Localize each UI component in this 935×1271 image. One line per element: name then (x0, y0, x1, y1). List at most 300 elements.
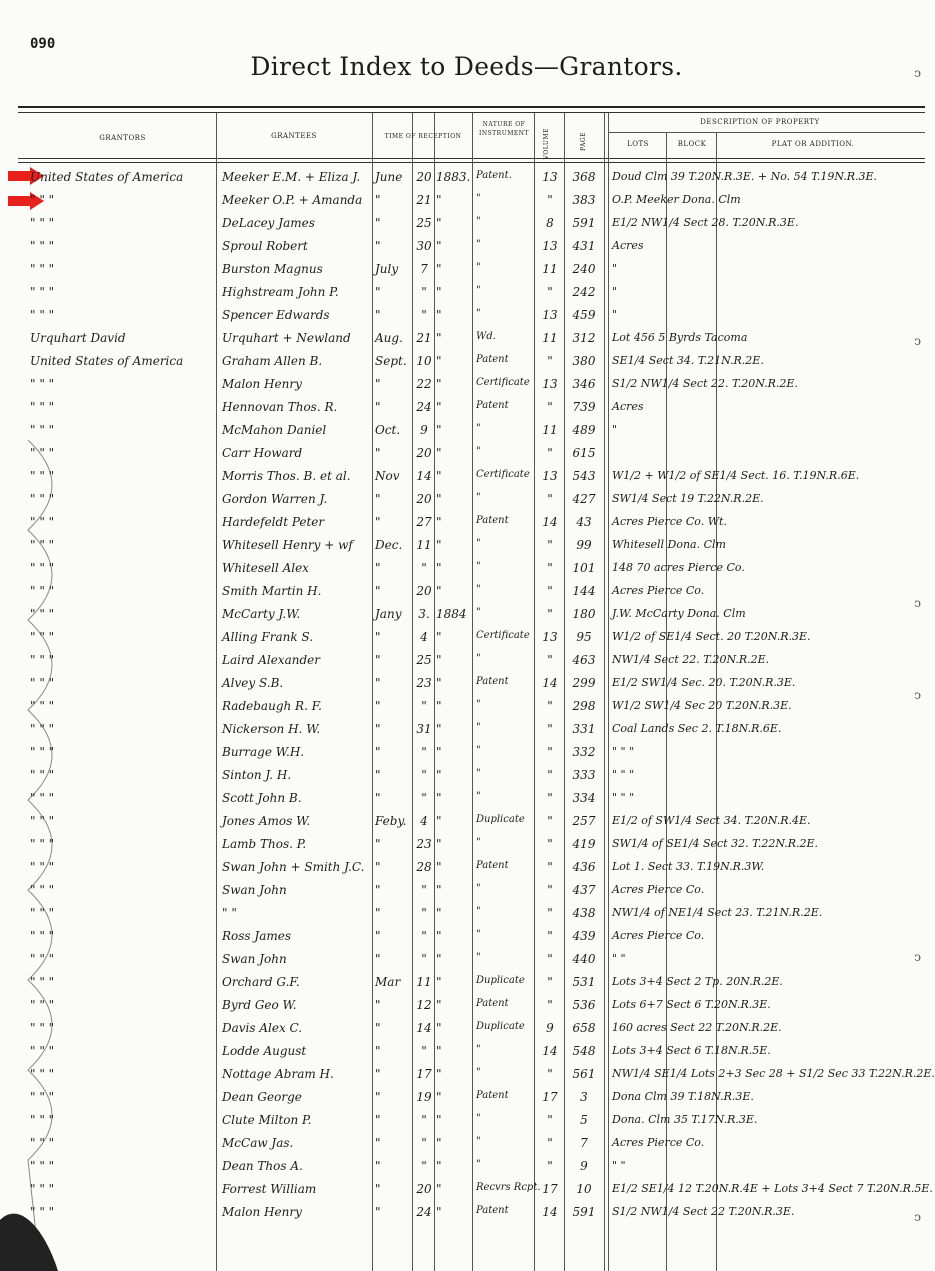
page-cell: 536 (572, 998, 596, 1012)
grantor-cell: " " " (30, 607, 55, 621)
grantor-cell: Urquhart David (30, 331, 126, 345)
grantee-cell: Whitesell Henry + wf (222, 538, 353, 552)
year-cell: " (436, 837, 442, 851)
day-cell: 21 (416, 193, 432, 207)
description-cell: E1/2 SW1/4 Sec. 20. T.20N.R.3E. (612, 676, 796, 689)
volume-cell: " (547, 446, 553, 460)
volume-cell: 14 (542, 1044, 558, 1058)
page-cell: 240 (572, 262, 596, 276)
year-cell: " (436, 975, 442, 989)
volume-cell: 14 (542, 676, 558, 690)
page-cell: 312 (572, 331, 596, 345)
instrument-cell: Duplicate (476, 814, 525, 825)
description-cell: NW1/4 SE1/4 Lots 2+3 Sec 28 + S1/2 Sec 33 T.22N.R.2E. (612, 1067, 935, 1080)
header-nature: NATURE OF INSTRUMENT (478, 121, 530, 137)
day-cell: 4 (420, 630, 428, 644)
grantee-cell: Lamb Thos. P. (222, 837, 307, 851)
volume-cell: " (547, 745, 553, 759)
margin-mark: ↄ (914, 1210, 921, 1224)
instrument-cell: " (476, 1136, 481, 1147)
table-row (0, 214, 933, 237)
month-cell: " (375, 239, 381, 253)
page-cell: 615 (572, 446, 596, 460)
table-row (0, 605, 933, 628)
instrument-cell: " (476, 216, 481, 227)
table-row (0, 1203, 933, 1226)
page-cell: 427 (572, 492, 596, 506)
grantee-cell: Orchard G.F. (222, 975, 300, 989)
month-cell: " (375, 1205, 381, 1219)
day-cell: " (421, 699, 427, 713)
volume-cell: " (547, 607, 553, 621)
volume-cell: " (547, 400, 553, 414)
table-row (0, 398, 933, 421)
day-cell: 21 (416, 331, 432, 345)
grantor-cell: " " " (30, 1159, 55, 1173)
grantee-cell: Scott John B. (222, 791, 302, 805)
month-cell: Feby. (375, 814, 407, 828)
year-cell: " (436, 768, 442, 782)
grantor-cell: " " " (30, 906, 55, 920)
volume-cell: 11 (542, 423, 558, 437)
day-cell: " (421, 768, 427, 782)
month-cell: " (375, 216, 381, 230)
page-cell: 332 (572, 745, 596, 759)
page-cell: 5 (580, 1113, 588, 1127)
year-cell: " (436, 906, 442, 920)
grantor-cell: " " " (30, 1090, 55, 1104)
table-row (0, 329, 933, 352)
page-cell: 658 (572, 1021, 596, 1035)
table-row (0, 996, 933, 1019)
table-row (0, 973, 933, 996)
instrument-cell: " (476, 906, 481, 917)
volume-cell: " (547, 883, 553, 897)
volume-cell: " (547, 791, 553, 805)
table-row (0, 513, 933, 536)
table-row (0, 904, 933, 927)
grantee-cell: Meeker O.P. + Amanda (222, 193, 363, 207)
volume-cell: 14 (542, 515, 558, 529)
day-cell: 20 (416, 492, 432, 506)
instrument-cell: " (476, 239, 481, 250)
volume-cell: " (547, 561, 553, 575)
description-cell: SW1/4 of SE1/4 Sect 32. T.22N.R.2E. (612, 837, 819, 850)
grantee-cell: Malon Henry (222, 1205, 302, 1219)
day-cell: " (421, 285, 427, 299)
grantee-cell: Urquhart + Newland (222, 331, 351, 345)
volume-cell: 17 (542, 1182, 558, 1196)
day-cell: 14 (416, 469, 432, 483)
month-cell: " (375, 1136, 381, 1150)
year-cell: " (436, 1021, 442, 1035)
header-lots: LOTS (627, 140, 649, 148)
volume-cell: " (547, 906, 553, 920)
month-cell: " (375, 1159, 381, 1173)
year-cell: " (436, 998, 442, 1012)
page-cell: 489 (572, 423, 596, 437)
year-cell: " (436, 584, 442, 598)
instrument-cell: Patent (476, 354, 509, 365)
page-cell: 437 (572, 883, 596, 897)
page-cell: 439 (572, 929, 596, 943)
year-cell: " (436, 308, 442, 322)
grantor-cell: United States of America (30, 354, 184, 368)
grantor-cell: " " " (30, 193, 55, 207)
month-cell: " (375, 446, 381, 460)
grantor-cell: " " " (30, 262, 55, 276)
instrument-cell: " (476, 699, 481, 710)
day-cell: " (421, 929, 427, 943)
month-cell: " (375, 1067, 381, 1081)
table-row (0, 375, 933, 398)
description-cell: SE1/4 Sect 34. T.21N.R.2E. (612, 354, 764, 367)
instrument-cell: " (476, 538, 481, 549)
month-cell: Sept. (375, 354, 407, 368)
volume-cell: " (547, 538, 553, 552)
page-cell: 739 (572, 400, 596, 414)
year-cell: " (436, 1090, 442, 1104)
month-cell: " (375, 308, 381, 322)
day-cell: 24 (416, 1205, 432, 1219)
year-cell: " (436, 883, 442, 897)
grantor-cell: " " " (30, 239, 55, 253)
table-row (0, 628, 933, 651)
month-cell: " (375, 193, 381, 207)
instrument-cell: " (476, 561, 481, 572)
page-cell: 299 (572, 676, 596, 690)
instrument-cell: " (476, 883, 481, 894)
grantor-cell: " " " (30, 814, 55, 828)
volume-cell: " (547, 584, 553, 598)
table-row (0, 674, 933, 697)
table-row (0, 191, 933, 214)
instrument-cell: Patent (476, 400, 509, 411)
description-cell: W1/2 of SE1/4 Sect. 20 T.20N.R.3E. (612, 630, 811, 643)
volume-cell: 11 (542, 262, 558, 276)
description-subrule (608, 132, 925, 133)
description-cell: 160 acres Sect 22 T.20N.R.2E. (612, 1021, 782, 1034)
day-cell: 28 (416, 860, 432, 874)
grantee-cell: Sproul Robert (222, 239, 308, 253)
day-cell: 24 (416, 400, 432, 414)
month-cell: " (375, 515, 381, 529)
header-grantees: GRANTEES (271, 132, 317, 140)
grantee-cell: Hennovan Thos. R. (222, 400, 338, 414)
header-description: DESCRIPTION OF PROPERTY (700, 118, 820, 126)
day-cell: 20 (416, 1182, 432, 1196)
description-cell: E1/2 of SW1/4 Sect 34. T.20N.R.4E. (612, 814, 811, 827)
volume-cell: " (547, 929, 553, 943)
description-cell: Lots 3+4 Sect 6 T.18N.R.5E. (612, 1044, 771, 1057)
grantee-cell: Clute Milton P. (222, 1113, 312, 1127)
grantee-cell: " " (222, 906, 237, 920)
year-cell: " (436, 1044, 442, 1058)
header-volume: VOLUME (543, 128, 550, 160)
month-cell: " (375, 630, 381, 644)
instrument-cell: Recvrs Rcpt. (476, 1182, 541, 1193)
instrument-cell: Wd. (476, 331, 496, 342)
grantor-cell: " " " (30, 423, 55, 437)
grantee-cell: Byrd Geo W. (222, 998, 297, 1012)
year-cell: " (436, 469, 442, 483)
grantor-cell: " " " (30, 630, 55, 644)
month-cell: " (375, 400, 381, 414)
table-row (0, 743, 933, 766)
volume-cell: " (547, 1159, 553, 1173)
grantor-cell: " " " (30, 768, 55, 782)
margin-mark: ↄ (914, 950, 921, 964)
day-cell: " (421, 745, 427, 759)
grantee-cell: Swan John (222, 883, 287, 897)
month-cell: " (375, 906, 381, 920)
month-cell: Oct. (375, 423, 401, 437)
description-cell: " (612, 262, 618, 275)
month-cell: June (375, 170, 403, 184)
description-cell: Doud Clm 39 T.20N.R.3E. + No. 54 T.19N.R.3E. (612, 170, 878, 183)
volume-cell: " (547, 952, 553, 966)
grantee-cell: McMahon Daniel (222, 423, 327, 437)
volume-cell: " (547, 492, 553, 506)
grantor-cell: " " " (30, 653, 55, 667)
year-cell: " (436, 446, 442, 460)
year-cell: " (436, 423, 442, 437)
page-cell: 419 (572, 837, 596, 851)
instrument-cell: " (476, 584, 481, 595)
grantor-cell: " " " (30, 676, 55, 690)
day-cell: " (421, 1159, 427, 1173)
page-cell: 531 (572, 975, 596, 989)
instrument-cell: " (476, 423, 481, 434)
month-cell: " (375, 561, 381, 575)
volume-cell: " (547, 722, 553, 736)
grantee-cell: Jones Amos W. (222, 814, 311, 828)
year-cell: " (436, 630, 442, 644)
grantee-cell: Forrest William (222, 1182, 317, 1196)
table-row (0, 812, 933, 835)
volume-cell: " (547, 975, 553, 989)
month-cell: Jany (375, 607, 402, 621)
table-row (0, 467, 933, 490)
month-cell: Nov (375, 469, 400, 483)
description-cell: Acres Pierce Co. (612, 883, 705, 896)
table-row (0, 835, 933, 858)
margin-mark: ↄ (914, 334, 921, 348)
table-row (0, 237, 933, 260)
volume-cell: 14 (542, 1205, 558, 1219)
grantee-cell: Lodde August (222, 1044, 307, 1058)
table-row (0, 789, 933, 812)
table-row (0, 950, 933, 973)
volume-cell: " (547, 653, 553, 667)
month-cell: " (375, 837, 381, 851)
year-cell: " (436, 239, 442, 253)
volume-cell: 13 (542, 377, 558, 391)
volume-cell: 13 (542, 630, 558, 644)
instrument-cell: Certificate (476, 469, 530, 480)
day-cell: 23 (416, 676, 432, 690)
grantor-cell: " " " (30, 492, 55, 506)
grantor-cell: " " " (30, 1044, 55, 1058)
table-row (0, 490, 933, 513)
volume-cell: 13 (542, 469, 558, 483)
margin-mark: ↄ (914, 688, 921, 702)
page-cell: 463 (572, 653, 596, 667)
month-cell: " (375, 952, 381, 966)
instrument-cell: Certificate (476, 630, 530, 641)
year-cell: " (436, 722, 442, 736)
year-cell: " (436, 860, 442, 874)
volume-cell: " (547, 837, 553, 851)
grantee-cell: Hardefeldt Peter (222, 515, 325, 529)
description-cell: " " " (612, 745, 635, 758)
grantor-cell: " " " (30, 791, 55, 805)
description-cell: Acres Pierce Co. Wt. (612, 515, 727, 528)
instrument-cell: " (476, 262, 481, 273)
volume-cell: 13 (542, 308, 558, 322)
page-cell: 43 (576, 515, 592, 529)
grantor-cell: " " " (30, 1205, 55, 1219)
header-time: TIME OF RECEPTION (384, 133, 462, 140)
grantee-cell: Meeker E.M. + Eliza J. (222, 170, 361, 184)
table-row (0, 260, 933, 283)
day-cell: " (421, 1044, 427, 1058)
description-cell: Acres Pierce Co. (612, 1136, 705, 1149)
table-row (0, 283, 933, 306)
page-cell: 561 (572, 1067, 596, 1081)
table-row (0, 168, 933, 191)
volume-cell: 17 (542, 1090, 558, 1104)
day-cell: 11 (416, 975, 432, 989)
description-cell: J.W. McCarty Dona. Clm (612, 607, 746, 620)
instrument-cell: " (476, 492, 481, 503)
description-cell: S1/2 NW1/4 Sect 22. T.20N.R.2E. (612, 377, 798, 390)
month-cell: " (375, 768, 381, 782)
year-cell: " (436, 952, 442, 966)
year-cell: " (436, 515, 442, 529)
year-cell: " (436, 814, 442, 828)
day-cell: " (421, 1113, 427, 1127)
day-cell: 17 (416, 1067, 432, 1081)
description-cell: SW1/4 Sect 19 T.22N.R.2E. (612, 492, 764, 505)
header-block: BLOCK (677, 140, 707, 148)
year-cell: " (436, 538, 442, 552)
volume-cell: " (547, 354, 553, 368)
day-cell: 9 (420, 423, 428, 437)
year-cell: " (436, 1136, 442, 1150)
instrument-cell: " (476, 929, 481, 940)
page-cell: 438 (572, 906, 596, 920)
grantor-cell: " " " (30, 929, 55, 943)
grantee-cell: Laird Alexander (222, 653, 320, 667)
description-cell: " (612, 423, 618, 436)
instrument-cell: Certificate (476, 377, 530, 388)
table-row (0, 927, 933, 950)
page-cell: 383 (572, 193, 596, 207)
description-cell: W1/2 SW1/4 Sec 20 T.20N.R.3E. (612, 699, 792, 712)
grantee-cell: Graham Allen B. (222, 354, 323, 368)
instrument-cell: Patent (476, 998, 509, 1009)
day-cell: 30 (416, 239, 432, 253)
grantor-cell: " " " (30, 1021, 55, 1035)
grantor-cell: " " " (30, 952, 55, 966)
day-cell: 14 (416, 1021, 432, 1035)
table-row (0, 306, 933, 329)
month-cell: " (375, 676, 381, 690)
grantor-cell: " " " (30, 308, 55, 322)
header-top-rule (18, 106, 925, 108)
day-cell: 3. (418, 607, 430, 621)
instrument-cell: " (476, 952, 481, 963)
page-number: 090 (30, 36, 56, 52)
header-grantors: GRANTORS (99, 134, 146, 142)
day-cell: 23 (416, 837, 432, 851)
table-row (0, 421, 933, 444)
day-cell: 7 (420, 262, 428, 276)
grantee-cell: Burrage W.H. (222, 745, 305, 759)
month-cell: " (375, 745, 381, 759)
year-cell: " (436, 561, 442, 575)
day-cell: " (421, 791, 427, 805)
table-row (0, 1134, 933, 1157)
grantor-cell: " " " (30, 515, 55, 529)
description-cell: Acres (612, 400, 644, 413)
description-cell: Lot 456 5 Byrds Tacoma (612, 331, 748, 344)
grantee-cell: Whitesell Alex (222, 561, 309, 575)
year-cell: " (436, 699, 442, 713)
day-cell: " (421, 561, 427, 575)
grantee-cell: McCarty J.W. (222, 607, 301, 621)
grantor-cell: " " " (30, 285, 55, 299)
year-cell: " (436, 331, 442, 345)
table-row (0, 720, 933, 743)
year-cell: " (436, 1205, 442, 1219)
page-cell: 346 (572, 377, 596, 391)
instrument-cell: " (476, 446, 481, 457)
month-cell: Aug. (375, 331, 403, 345)
month-cell: " (375, 1044, 381, 1058)
description-cell: E1/2 SE1/4 12 T.20N.R.4E + Lots 3+4 Sect 7 T.20N.R.5E. (612, 1182, 933, 1195)
description-cell: W1/2 + W1/2 of SE1/4 Sect. 16. T.19N.R.6E. (612, 469, 860, 482)
grantee-cell: Morris Thos. B. et al. (222, 469, 351, 483)
grantee-cell: Smith Martin H. (222, 584, 322, 598)
year-cell: " (436, 400, 442, 414)
margin-mark: ↄ (914, 66, 921, 80)
instrument-cell: " (476, 722, 481, 733)
day-cell: 20 (416, 584, 432, 598)
instrument-cell: " (476, 791, 481, 802)
table-row (0, 1042, 933, 1065)
month-cell: " (375, 929, 381, 943)
volume-cell: " (547, 814, 553, 828)
table-row (0, 1157, 933, 1180)
volume-cell: " (547, 860, 553, 874)
instrument-cell: Patent (476, 515, 509, 526)
volume-cell: " (547, 193, 553, 207)
year-cell: " (436, 929, 442, 943)
day-cell: 22 (416, 377, 432, 391)
table-row (0, 559, 933, 582)
year-cell: 1884 (436, 607, 467, 621)
instrument-cell: Patent. (476, 170, 512, 181)
description-cell: Acres (612, 239, 644, 252)
grantee-cell: Radebaugh R. F. (222, 699, 322, 713)
instrument-cell: " (476, 745, 481, 756)
year-cell: " (436, 1182, 442, 1196)
day-cell: 19 (416, 1090, 432, 1104)
day-cell: 31 (416, 722, 432, 736)
year-cell: " (436, 745, 442, 759)
